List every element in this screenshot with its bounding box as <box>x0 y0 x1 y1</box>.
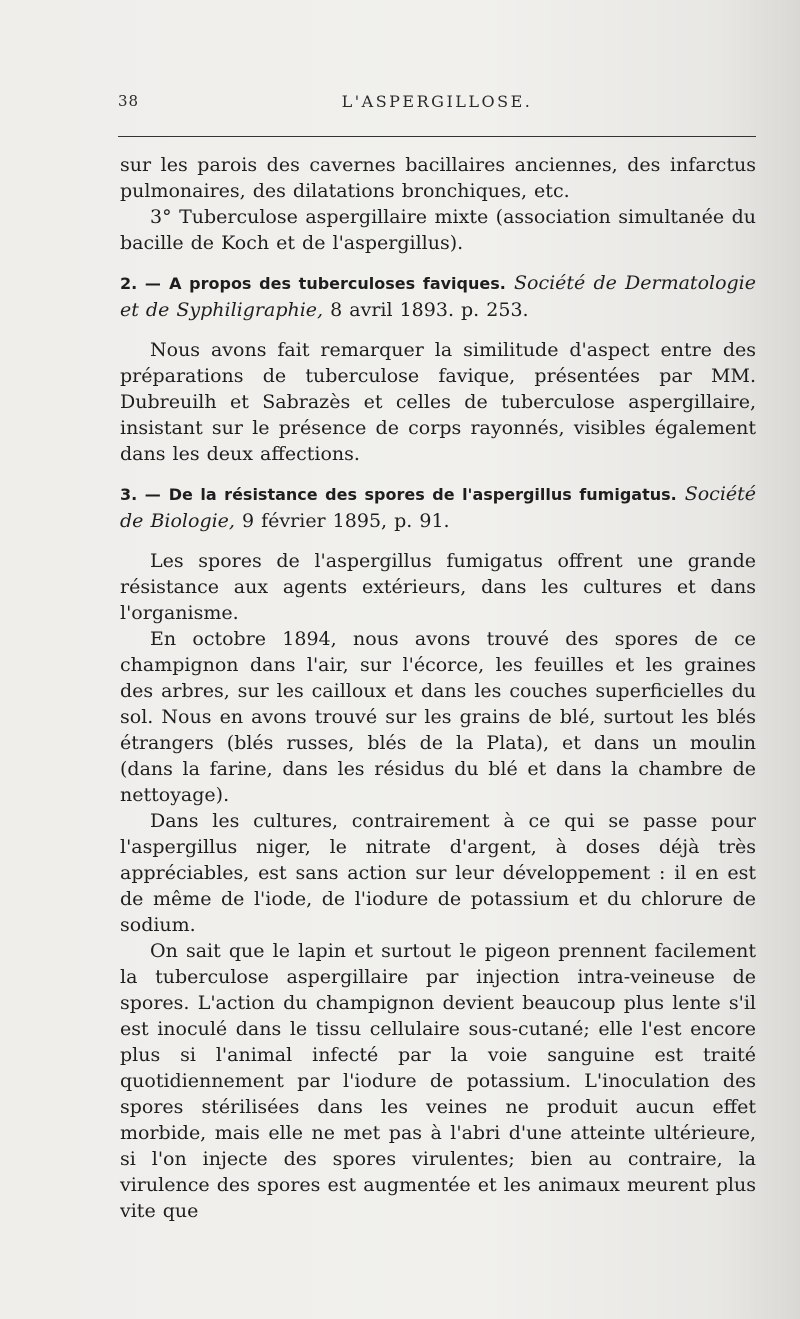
running-title: L'ASPERGILLOSE. <box>341 92 533 111</box>
paragraph-mixed-tuberculosis: 3° Tuberculose aspergillaire mixte (association simultanée du bacille de Koch et de l'aspergillus). <box>120 206 756 254</box>
page-number: 38 <box>118 92 140 110</box>
citation-3-source: Société de Biologie, <box>120 483 757 532</box>
citation-3 <box>120 481 756 534</box>
paragraph-rabbit-pigeon: On sait que le lapin et surtout le pigeon prennent facilement la tuberculose aspergillaire par injection intra-veineuse de spores. L'action du champignon devient beaucoup plus lente s'il est inoculé dans le tissu cellulaire sous-cutané; elle l'est encore plus si l'animal infecté par la voie sanguine est traité quotidiennement par l'iodure de potassium. L'inoculation des spores stérilisées dans les veines ne produit aucun effet morbide, mais elle ne met pas à l'abri d'une atteinte ultérieure, si l'on injecte des spores virulentes; bien au contraire, la virulence des spores est augmentée et les animaux meurent plus vite que <box>120 940 756 1222</box>
paragraph-october-1894: En octobre 1894, nous avons trouvé des spores de ce champignon dans l'air, sur l'écorce, les feuilles et les graines des arbres, sur les cailloux et dans les couches superficielles du sol. Nous en avons trouvé sur les grains de blé, surtout les blés étrangers (blés russes, blés de la Plata), et dans un moulin (dans la farine, dans les résidus du blé et dans la chambre de nettoyage). <box>120 628 756 806</box>
paragraph-cultures: Dans les cultures, contrairement à ce qui se passe pour l'aspergillus niger, le nitrate d'argent, à doses déjà très appréciables, est sans action sur leur développement : il en est de même de l'iode, de l'iodure de potassium et du chlorure de sodium. <box>120 810 756 936</box>
paragraph-favic-similarity: Nous avons fait remarquer la similitude d'aspect entre des préparations de tuberculose favique, présentées par MM. Dubreuilh et Sabrazès et celles de tuberculose aspergillaire, insistant sur le présence de corps rayonnés, visibles également dans les deux affections. <box>120 339 756 465</box>
citation-2-source: Société de Dermatologie et de Syphiligraphie, <box>120 272 757 321</box>
citation-3-date: 9 février 1895, p. 91. <box>242 510 450 532</box>
citation-2-title: A propos des tuberculoses faviques. <box>169 274 506 293</box>
citation-3-number: 3. — <box>120 485 161 504</box>
citation-2 <box>120 270 756 323</box>
paragraph-spore-resistance: Les spores de l'aspergillus fumigatus offrent une grande résistance aux agents extérieurs, dans les cultures et dans l'organisme. <box>120 550 756 624</box>
citation-2-date: 8 avril 1893. p. 253. <box>330 299 529 321</box>
citation-3-title: De la résistance des spores de l'aspergillus fumigatus. <box>168 485 677 504</box>
page-header <box>118 92 756 122</box>
header-rule <box>118 136 756 137</box>
body-text <box>120 152 756 1224</box>
paragraph-caverns: sur les parois des cavernes bacillaires anciennes, des infarctus pulmonaires, des dilatations bronchiques, etc. <box>120 154 756 202</box>
citation-2-number: 2. — <box>120 274 161 293</box>
